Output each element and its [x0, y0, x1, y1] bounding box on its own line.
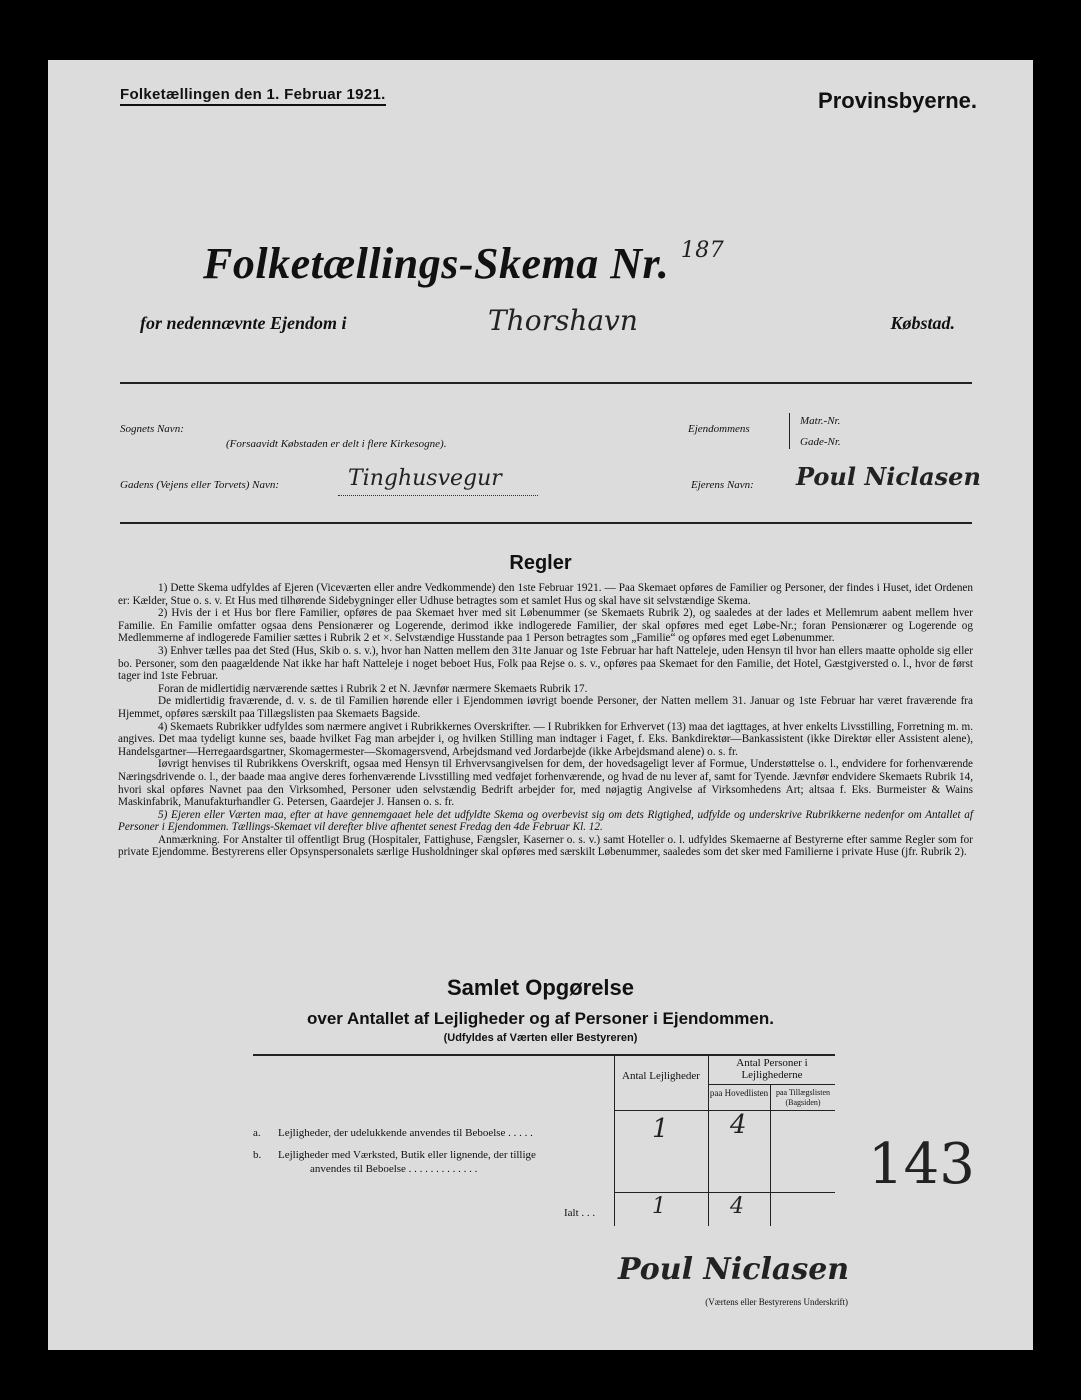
col-tillaegslisten: paa Tillægslisten (Bagsiden) — [775, 1088, 830, 1107]
rule-paragraph: 4) Skemaets Rubrikker udfyldes som nærmere angivet i Rubrikkernes Overskrifter. — I Rubrikken for Erhvervet (13) maa det iagttages, at hver enkelts Livsstilling, Forretning m. m. angives. Det maa tydeligt kunne ses, baade hvilket Fag man arbejder i, og hvilken Stilling man indtager i Faget, f. Eks. Bankdirektør—Bankassistent (ikke Direktør eller Assistent alene), Handelsgartner—Herregaardsgartner, Skomagermester—Skomagersvend, Arbejdsmand ved Jordarbejde (ikke Arbejdsmand alene) o. s. fr. — [118, 720, 973, 758]
regler-title: Regler — [509, 552, 572, 574]
region-header: Provinsbyerne. — [818, 88, 977, 113]
row-a-label: Lejligheder, der udelukkende anvendes til Beboelse . . . . . — [278, 1127, 533, 1139]
divider-mid — [120, 522, 972, 524]
divider-top — [120, 382, 972, 384]
gade-nr-label: Gade-Nr. — [800, 436, 841, 448]
row-a-letter: a. — [253, 1127, 261, 1139]
rule-paragraph: 5) Ejeren eller Værten maa, efter at have gennemgaaet hele det udfyldte Skema og overbevist sig om dets Rigtighed, udfylde og underskrive Rubrikkerne nedenfor om Antallet af Personer i Ejendommen. Tællings-Skemaet vil derefter blive afhentet senest Fredag den 4de Februar Kl. 12. — [118, 808, 973, 834]
samlet-subtitle: over Antallet af Lejligheder og af Personer i Ejendommen. — [307, 1009, 774, 1028]
row-b-label-2: anvendes til Beboelse . . . . . . . . . . . . . — [310, 1163, 478, 1175]
row-a-hovedlisten: 4 — [730, 1110, 747, 1140]
ejer-label: Ejerens Navn: — [691, 479, 754, 491]
brace — [789, 413, 790, 449]
sogn-label: Sognets Navn: — [120, 423, 184, 435]
table-top-rule — [253, 1054, 835, 1056]
form-number: 187 — [680, 238, 725, 263]
rules-text — [118, 582, 973, 859]
gade-name-line — [338, 495, 538, 496]
gade-name-label: Gadens (Vejens eller Torvets) Navn: — [120, 479, 280, 491]
table-hline — [614, 1192, 835, 1193]
row-a-lejligheder: 1 — [652, 1114, 669, 1144]
col-hovedlisten: paa Hovedlisten — [709, 1088, 769, 1098]
table-vline — [614, 1054, 615, 1226]
form-title-text: Folketællings-Skema Nr. — [203, 239, 670, 288]
rule-paragraph: Foran de midlertidig nærværende sættes i Rubrik 2 et N. Jævnfør nærmere Skemaets Rubrik 17. — [158, 682, 588, 695]
table-vline — [708, 1054, 709, 1226]
samlet-title: Samlet Opgørelse — [446, 975, 635, 1000]
table-hline — [614, 1110, 835, 1111]
owner-signature: Poul Niclasen — [618, 1252, 850, 1287]
col-personer: Antal Personer i Lejlighederne — [736, 1057, 808, 1081]
ejer-signature: Poul Niclasen — [796, 462, 981, 491]
rule-anmaerkning: Anmærkning. For Anstalter til offentligt Brug (Hospitaler, Fattighuse, Fængsler, Kaserner o. s. v.) samt Hoteller o. l. udfyldes Skemaerne af Bestyrerne efter samme Regler som for private Ejendomme. Bestyrerens eller Opsynspersonalets særlige Husholdninger skal opføres med særskilt Løbenummer, saaledes som det sker med Familierne i private Huse (jfr. Rubrik 2). — [118, 833, 973, 859]
ejendommens-label: Ejendommens — [688, 423, 750, 435]
signature-label: (Værtens eller Bestyrerens Underskrift) — [705, 1297, 848, 1307]
rule-paragraph: 1) Dette Skema udfyldes af Ejeren (Viceværten eller andre Vedkommende) den 1ste Februar 1921. — Paa Skemaet opføres de Familier og Personer, der findes i Huset, idet Ordenen er: Kælder, Stue o. s. v. Et Hus med tilhørende Sidebygninger eller Udhuse betragtes som et samlet Hus og skal have sit selvstændige Skema. — [118, 582, 973, 607]
ialt-lejligheder: 1 — [652, 1194, 666, 1219]
samlet-note: (Udfyldes af Værten eller Bestyreren) — [443, 1032, 638, 1044]
form-title — [203, 238, 724, 289]
row-b-label-1: Lejligheder med Værksted, Butik eller lignende, der tillige — [278, 1149, 536, 1161]
matr-label: Matr.-Nr. — [800, 415, 841, 427]
rule-paragraph: 2) Hvis der i et Hus bor flere Familier, opføres de paa Skemaet hver med sit Løbenummer (se Skemaets Rubrik 2), og saaledes at der lades et Mellemrum aabent mellem hver Familie. En Familie omfatter ogsaa dens Pensionærer og Logerende, derimod ikke indlogerede Familier, der skal opføres med eget Løbe-Nr.; foran Pensionærer og Logerende og Medlemmerne af indlogerede Familier sættes i Rubrik 2 et ×. Selvstændige Husstande paa 1 Person betragtes som „Familie“ og opføres med eget Løbenummer. — [118, 607, 973, 645]
property-line — [140, 313, 347, 334]
table-hline — [708, 1084, 835, 1085]
rule-paragraph: De midlertidig fraværende, d. v. s. de til Familien hørende eller i Ejendommen iøvrigt boende Personer, der Natten mellem 31. Januar og 1ste Februar har været fraværende fra Hjemmet, opføres særskilt paa Tillægslisten paa Skemaets Bagside. — [118, 695, 973, 720]
ialt-label: Ialt . . . — [564, 1207, 596, 1219]
gade-name-value: Tinghusvegur — [348, 466, 502, 491]
town-name: Thorshavn — [488, 304, 638, 337]
col-lejligheder: Antal Lejligheder — [622, 1070, 700, 1082]
rule-paragraph: 3) Enhver tælles paa det Sted (Hus, Skib o. s. v.), hvor han Natten mellem den 31te Januar og 1ste Februar har haft Natteleje, uden Hensyn til hvor han ellers maatte opholde sig eller bo. Personer, som den paagældende Nat ikke har haft Natteleje i noget beboet Hus, Folk paa Rejse o. s. v., opføres paa Skemaet for den Familie, det Hotel, Gæstgiversted o. l., hvor de først tager ind 1ste Februar. — [118, 644, 973, 683]
rule-paragraph: Iøvrigt henvises til Rubrikkens Overskrift, ogsaa med Hensyn til Erhvervsangivelsen for dem, der hovedsageligt lever af Formue, Understøttelse o. l., endvidere for forhenværende Næringsdrivende o. l., der baade maa angive deres forhenværende Livsstilling med vedføjet forhenværende, og hvad de nu lever af, samt for Tyende. Jævnfør endvidere Skemaets Rubrik 14, hvori skal opføres Navnet paa den Virksomhed, Personer uden selvstændig Bedrift arbejder for, med nøjagtig Angivelse af Virksomhedens Art; altsaa f. Eks. Burmeister & Wains Maskinfabrik, Manufakturhandler G. Petersen, Gaardejer J. Hansen o. s. fr. — [118, 758, 973, 809]
ialt-hovedlisten: 4 — [730, 1194, 744, 1219]
row-b-letter: b. — [253, 1149, 262, 1161]
census-date-header: Folketællingen den 1. Februar 1921. — [120, 86, 386, 106]
kobstad-label: Købstad. — [890, 313, 955, 333]
census-form-page — [48, 60, 1033, 1350]
property-prefix: for nedennævnte Ejendom i — [140, 313, 347, 333]
margin-number: 143 — [868, 1132, 975, 1197]
sogn-note: (Forsaavidt Købstaden er delt i flere Kirkesogne). — [226, 438, 447, 450]
